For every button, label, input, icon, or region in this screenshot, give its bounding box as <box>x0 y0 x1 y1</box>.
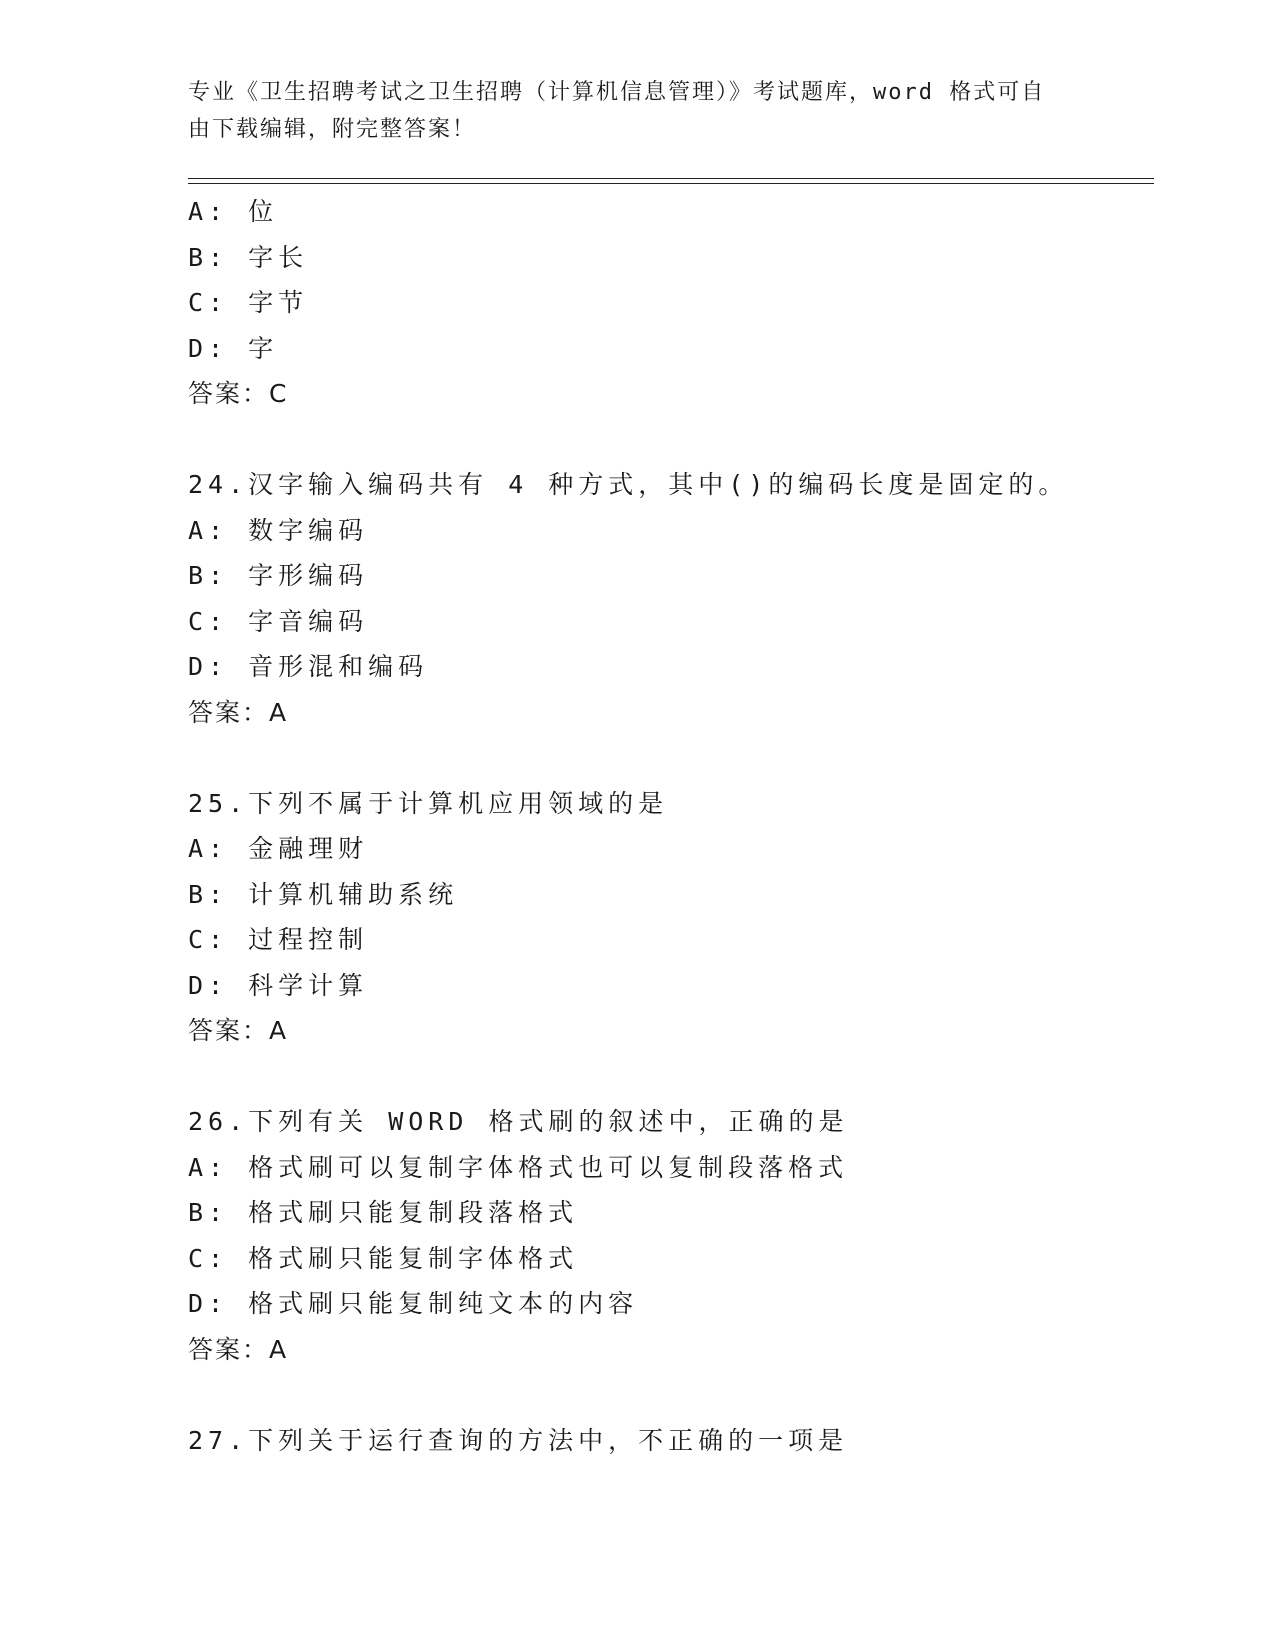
answer-line: 答案：A <box>188 697 289 727</box>
question-block-25 <box>188 781 1154 1054</box>
option-a: A: 数字编码 <box>188 515 369 545</box>
document-header <box>188 74 1068 148</box>
option-a: A: 格式刷可以复制字体格式也可以复制段落格式 <box>188 1152 849 1182</box>
question-block-24 <box>188 462 1154 735</box>
question-text: 27.下列关于运行查询的方法中，不正确的一项是 <box>188 1425 849 1455</box>
option-b: B: 计算机辅助系统 <box>188 879 459 909</box>
spacer <box>188 1054 1154 1100</box>
option-b: B: 字形编码 <box>188 561 369 590</box>
option-b: B: 字长 <box>188 242 309 272</box>
option-c: C: 字节 <box>188 288 309 317</box>
spacer <box>188 417 1154 463</box>
question-list <box>188 189 1154 1463</box>
question-block-23 <box>188 189 1154 417</box>
option-d: D: 字 <box>188 333 279 363</box>
answer-line: 答案：C <box>188 379 289 408</box>
question-text: 26.下列有关 WORD 格式刷的叙述中，正确的是 <box>188 1107 849 1136</box>
option-c: C: 字音编码 <box>188 606 369 636</box>
option-d: D: 格式刷只能复制纯文本的内容 <box>188 1289 639 1318</box>
question-block-26 <box>188 1099 1154 1372</box>
question-text: 24.汉字输入编码共有 4 种方式，其中()的编码长度是固定的。 <box>188 470 1069 499</box>
option-b: B: 格式刷只能复制段落格式 <box>188 1198 579 1227</box>
header-divider-bottom <box>188 183 1154 184</box>
answer-line: 答案：A <box>188 1334 289 1364</box>
header-divider-top <box>188 178 1154 179</box>
header-line-2: 由下载编辑，附完整答案！ <box>188 117 477 142</box>
option-d: D: 音形混和编码 <box>188 652 429 681</box>
question-text: 25.下列不属于计算机应用领域的是 <box>188 788 669 818</box>
option-d: D: 科学计算 <box>188 970 369 1000</box>
option-a: A: 金融理财 <box>188 834 369 863</box>
option-c: C: 格式刷只能复制字体格式 <box>188 1243 579 1273</box>
option-a: A: 位 <box>188 197 279 226</box>
question-block-27 <box>188 1418 1154 1464</box>
answer-line: 答案：A <box>188 1016 289 1045</box>
header-line-1: 专业《卫生招聘考试之卫生招聘（计算机信息管理）》考试题库，word 格式可自 <box>188 80 1046 105</box>
spacer <box>188 1372 1154 1418</box>
option-c: C: 过程控制 <box>188 925 369 954</box>
spacer <box>188 735 1154 781</box>
